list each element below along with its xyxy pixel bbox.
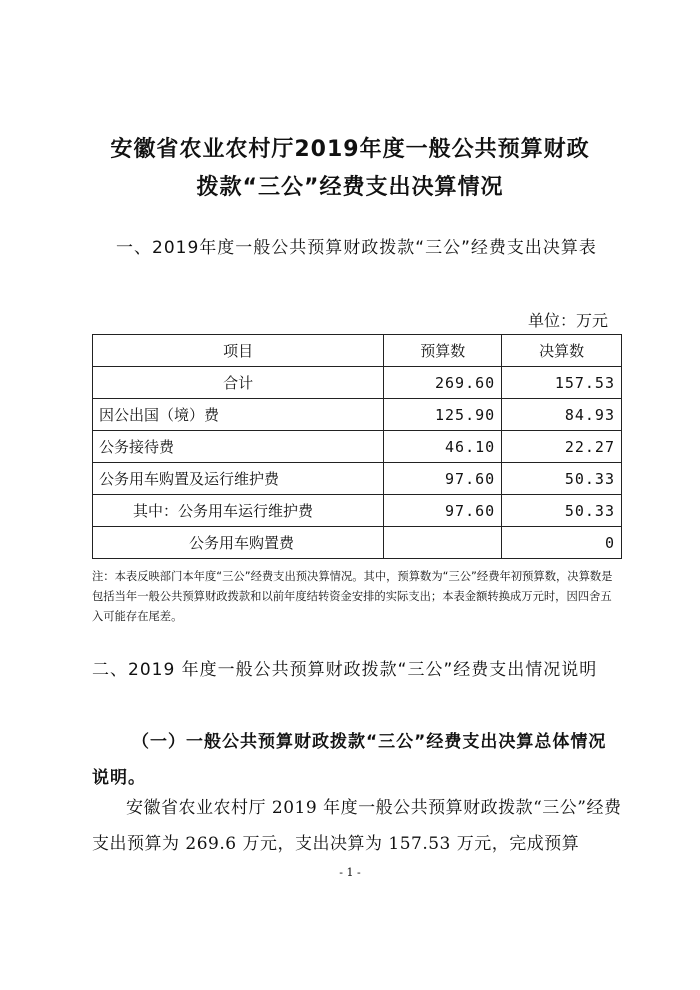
row-budget: 97.60 (384, 463, 502, 495)
unit-label: 单位：万元 (527, 311, 608, 330)
row-actual: 0 (502, 527, 622, 559)
table-row (93, 527, 622, 559)
row-actual: 50.33 (502, 463, 622, 495)
row-item: 公务接待费 (93, 431, 384, 463)
row-item: 其中：公务用车运行维护费 (93, 495, 384, 527)
header-actual: 决算数 (502, 335, 622, 367)
body-paragraph: 安徽省农业农村厅 2019 年度一般公共预算财政拨款“三公”经费支出预算为 269.6 万元，支出决算为 157.53 万元，完成预算 (92, 798, 622, 854)
document-title-line-2: 拨款“三公”经费支出决算情况 (196, 175, 504, 200)
header-budget: 预算数 (384, 335, 502, 367)
table-row (93, 367, 622, 399)
row-item: 合计 (93, 367, 384, 399)
table-note: 注：本表反映部门本年度“三公”经费支出预决算情况。其中，预算数为“三公”经费年初预算数，决算数是包括当年一般公共预算财政拨款和以前年度结转资金安排的实际支出；本表金额转换成万元时，因四舍五入可能存在尾差。 (92, 570, 613, 623)
row-budget (384, 527, 502, 559)
row-budget: 269.60 (384, 367, 502, 399)
table-row (93, 495, 622, 527)
row-actual: 84.93 (502, 399, 622, 431)
page-number: - 1 - (339, 866, 361, 879)
section-1-heading: 一、2019年度一般公共预算财政拨款“三公”经费支出决算表 (116, 238, 597, 258)
table-header-row (93, 335, 622, 367)
table-row (93, 431, 622, 463)
row-item: 公务用车购置费 (93, 527, 384, 559)
row-budget: 97.60 (384, 495, 502, 527)
header-item: 项目 (93, 335, 384, 367)
row-budget: 46.10 (384, 431, 502, 463)
subsection-1-heading: （一）一般公共预算财政拨款“三公”经费支出决算总体情况说明。 (92, 732, 607, 788)
section-2-heading: 二、2019 年度一般公共预算财政拨款“三公”经费支出情况说明 (92, 660, 598, 680)
table-row (93, 399, 622, 431)
row-actual: 22.27 (502, 431, 622, 463)
table-row (93, 463, 622, 495)
row-budget: 125.90 (384, 399, 502, 431)
document-title-line-1: 安徽省农业农村厅2019年度一般公共预算财政 (110, 137, 590, 162)
three-public-expenses-table (92, 334, 622, 559)
row-item: 因公出国（境）费 (93, 399, 384, 431)
row-item: 公务用车购置及运行维护费 (93, 463, 384, 495)
row-actual: 50.33 (502, 495, 622, 527)
row-actual: 157.53 (502, 367, 622, 399)
